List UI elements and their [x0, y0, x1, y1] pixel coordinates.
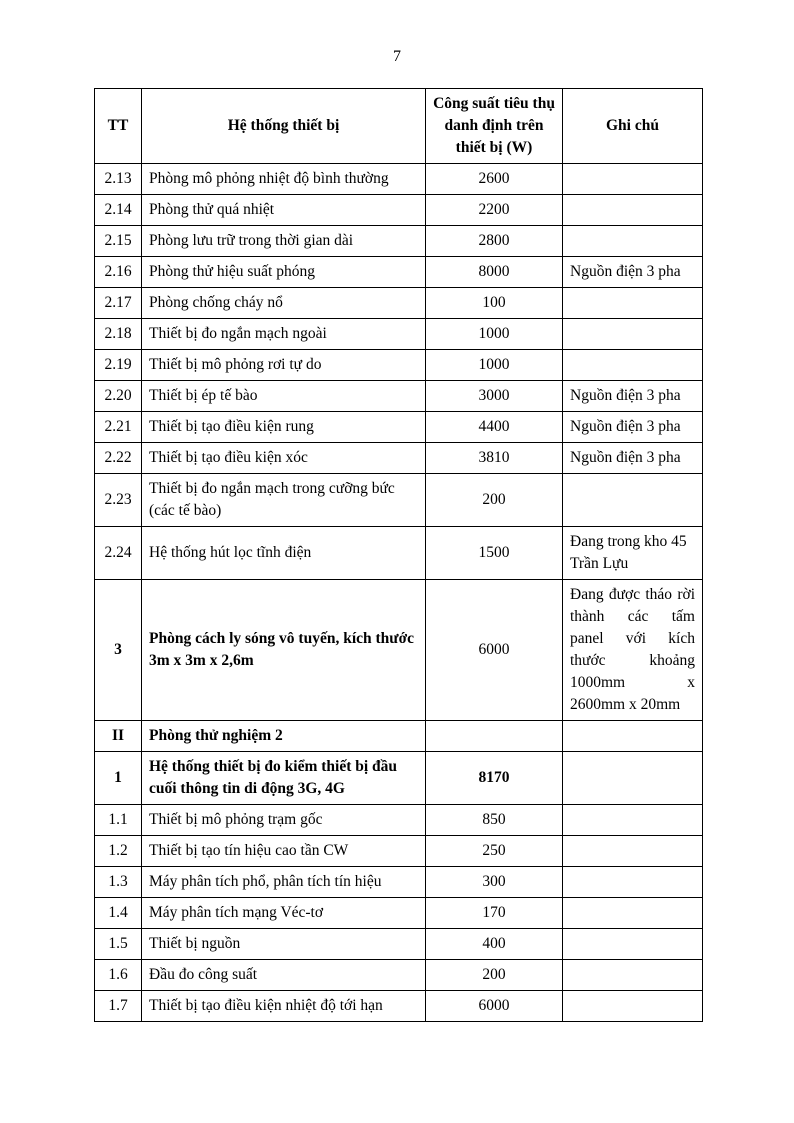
equipment-name: Phòng thử quá nhiệt [142, 195, 426, 226]
table-row [95, 836, 703, 867]
row-number: 2.21 [95, 412, 142, 443]
note-cell [563, 350, 703, 381]
note-cell [563, 960, 703, 991]
equipment-name: Phòng lưu trữ trong thời gian dài [142, 226, 426, 257]
power-value: 2600 [426, 164, 563, 195]
equipment-name: Thiết bị tạo điều kiện xóc [142, 443, 426, 474]
note-cell [563, 721, 703, 752]
equipment-name: Hệ thống hút lọc tĩnh điện [142, 527, 426, 580]
row-number: 2.20 [95, 381, 142, 412]
power-value: 6000 [426, 991, 563, 1022]
equipment-name: Thiết bị ép tế bào [142, 381, 426, 412]
row-number: 2.22 [95, 443, 142, 474]
row-number: 1 [95, 752, 142, 805]
power-value: 200 [426, 474, 563, 527]
power-value: 8000 [426, 257, 563, 288]
table-row [95, 195, 703, 226]
table-row [95, 350, 703, 381]
power-value: 4400 [426, 412, 563, 443]
power-value: 170 [426, 898, 563, 929]
table-row [95, 867, 703, 898]
header-note: Ghi chú [563, 89, 703, 164]
header-tt: TT [95, 89, 142, 164]
note-cell: Nguồn điện 3 pha [563, 443, 703, 474]
table-row [95, 381, 703, 412]
equipment-name: Hệ thống thiết bị đo kiểm thiết bị đầu cuối thông tin di động 3G, 4G [142, 752, 426, 805]
section-row [95, 721, 703, 752]
equipment-name: Thiết bị mô phỏng rơi tự do [142, 350, 426, 381]
equipment-name: Đầu đo công suất [142, 960, 426, 991]
note-line: thước khoảng [570, 652, 695, 669]
row-number: 2.23 [95, 474, 142, 527]
power-value: 6000 [426, 580, 563, 721]
note-cell: Nguồn điện 3 pha [563, 412, 703, 443]
power-value: 200 [426, 960, 563, 991]
equipment-name: Phòng thử hiệu suất phóng [142, 257, 426, 288]
power-value: 2200 [426, 195, 563, 226]
table-row [95, 929, 703, 960]
power-value: 1000 [426, 350, 563, 381]
section-number: II [95, 721, 142, 752]
table-row [95, 527, 703, 580]
row-number: 2.17 [95, 288, 142, 319]
table-row [95, 960, 703, 991]
equipment-name: Thiết bị nguồn [142, 929, 426, 960]
note-cell [563, 836, 703, 867]
power-value: 100 [426, 288, 563, 319]
table-row [95, 319, 703, 350]
page-number: 7 [393, 48, 401, 65]
note-cell [563, 164, 703, 195]
equipment-name: Thiết bị mô phỏng trạm gốc [142, 805, 426, 836]
header-equipment-system: Hệ thống thiết bị [142, 89, 426, 164]
equipment-name: Phòng chống cháy nổ [142, 288, 426, 319]
row-number: 1.6 [95, 960, 142, 991]
power-value: 1000 [426, 319, 563, 350]
power-value [426, 721, 563, 752]
power-value: 250 [426, 836, 563, 867]
table-row [95, 474, 703, 527]
row-number: 2.19 [95, 350, 142, 381]
row-number: 2.16 [95, 257, 142, 288]
note-line: 1000mm x [570, 674, 695, 691]
table-row [95, 226, 703, 257]
note-line: 2600mm x 20mm [570, 696, 681, 713]
row-number: 2.24 [95, 527, 142, 580]
table-row [95, 991, 703, 1022]
row-number: 3 [95, 580, 142, 721]
table-row [95, 898, 703, 929]
section-title: Phòng thử nghiệm 2 [142, 721, 426, 752]
power-value: 2800 [426, 226, 563, 257]
power-value: 3810 [426, 443, 563, 474]
table-row [95, 580, 703, 721]
note-cell [563, 319, 703, 350]
row-number: 2.14 [95, 195, 142, 226]
power-value: 400 [426, 929, 563, 960]
equipment-name: Thiết bị tạo tín hiệu cao tần CW [142, 836, 426, 867]
equipment-name: Phòng mô phỏng nhiệt độ bình thường [142, 164, 426, 195]
table-row [95, 805, 703, 836]
row-number: 1.4 [95, 898, 142, 929]
note-cell [563, 288, 703, 319]
row-number: 1.3 [95, 867, 142, 898]
row-number: 1.2 [95, 836, 142, 867]
note-line: thành các tấm [570, 608, 695, 625]
equipment-name: Thiết bị tạo điều kiện nhiệt độ tới hạn [142, 991, 426, 1022]
note-cell [563, 195, 703, 226]
power-value: 300 [426, 867, 563, 898]
row-number: 1.1 [95, 805, 142, 836]
power-value: 1500 [426, 527, 563, 580]
table-row [95, 412, 703, 443]
note-line: Đang được tháo rời [570, 586, 695, 603]
power-value: 850 [426, 805, 563, 836]
row-number: 2.13 [95, 164, 142, 195]
row-number: 1.7 [95, 991, 142, 1022]
note-cell [563, 226, 703, 257]
note-line: panel với kích [570, 630, 695, 647]
note-cell [563, 752, 703, 805]
power-value: 8170 [426, 752, 563, 805]
note-cell [563, 805, 703, 836]
note-cell [563, 580, 703, 721]
note-cell [563, 991, 703, 1022]
table-row [95, 752, 703, 805]
equipment-name: Thiết bị đo ngắn mạch trong cưỡng bức (các tế bào) [142, 474, 426, 527]
note-cell: Nguồn điện 3 pha [563, 381, 703, 412]
note-cell [563, 867, 703, 898]
table-row [95, 443, 703, 474]
equipment-name: Thiết bị đo ngắn mạch ngoài [142, 319, 426, 350]
table-header-row [95, 89, 703, 164]
row-number: 2.15 [95, 226, 142, 257]
note-cell [563, 474, 703, 527]
row-number: 2.18 [95, 319, 142, 350]
table-row [95, 288, 703, 319]
note-cell: Đang trong kho 45 Trần Lựu [563, 527, 703, 580]
power-value: 3000 [426, 381, 563, 412]
note-cell: Nguồn điện 3 pha [563, 257, 703, 288]
table-row [95, 257, 703, 288]
equipment-name: Phòng cách ly sóng vô tuyến, kích thước 3m x 3m x 2,6m [142, 580, 426, 721]
equipment-name: Máy phân tích mạng Véc-tơ [142, 898, 426, 929]
equipment-name: Máy phân tích phổ, phân tích tín hiệu [142, 867, 426, 898]
equipment-name: Thiết bị tạo điều kiện rung [142, 412, 426, 443]
equipment-power-table [94, 88, 703, 1022]
row-number: 1.5 [95, 929, 142, 960]
table-row [95, 164, 703, 195]
note-cell [563, 898, 703, 929]
note-cell [563, 929, 703, 960]
header-rated-power: Công suất tiêu thụ danh định trên thiết bị (W) [426, 89, 563, 164]
